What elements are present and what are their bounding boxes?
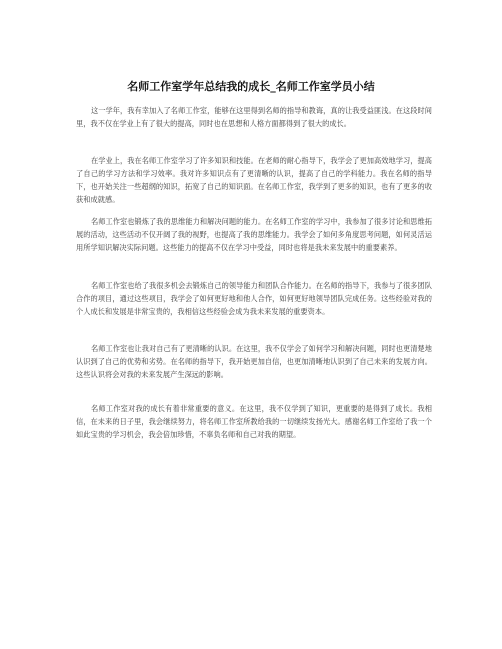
document-title: 名师工作室学年总结我的成长_名师工作室学员小结 xyxy=(127,80,375,93)
paragraph: 在学业上，我在名师工作室学习了许多知识和技能。在老师的耐心指导下，我学会了更加高效地学习，提高了自己的学习方法和学习效率。我对许多知识点有了更清晰的认识，提高了自己的学科能力。我在名师的指导下，也开始关注一些超纲的知识，拓宽了自己的知识面。在名师工作室，我学到了更多的知识，也有了更多的收获和成就感。 xyxy=(76,156,432,204)
paragraph: 名师工作室对我的成长有着非常重要的意义。在这里，我不仅学到了知识，更重要的是得到了成长。我相信，在未来的日子里，我会继续努力，将名师工作室所教给我的一切继续发扬光大。感谢名师工作室给了我一个如此宝贵的学习机会，我会倍加珍惜，不辜负名师和自己对我的期望。 xyxy=(76,404,432,439)
paragraph: 名师工作室也锻炼了我的思维能力和解决问题的能力。在名师工作室的学习中，我参加了很多讨论和思维拓展的活动，这些活动不仅开阔了我的视野，也提高了我的思维能力。我学会了如何多角度思考问题，如何灵活运用所学知识解决实际问题。这些能力的提高不仅在学习中受益，同时也将是我未来发展中的重要素养。 xyxy=(76,217,432,252)
paragraph: 名师工作室也让我对自己有了更清晰的认识。在这里，我不仅学会了如何学习和解决问题，同时也更清楚地认识到了自己的优势和劣势。在名师的指导下，我开始更加自信，也更加清晰地认识到了自己未来的发展方向。这些认识将会对我的未来发展产生深远的影响。 xyxy=(76,344,432,379)
paragraph: 这一学年，我有幸加入了名师工作室，能够在这里得到名师的指导和教诲，真的让我受益匪浅。在这段时间里，我不仅在学业上有了很大的提高，同时也在思想和人格方面都得到了很大的成长。 xyxy=(76,106,432,128)
paragraph: 名师工作室也给了我很多机会去锻炼自己的领导能力和团队合作能力。在名师的指导下，我参与了很多团队合作的项目，通过这些项目，我学会了如何更好地和他人合作，如何更好地领导团队完成任务。这些经验对我的个人成长和发展是非常宝贵的，我相信这些经验会成为我未来发展的重要资本。 xyxy=(76,281,432,316)
